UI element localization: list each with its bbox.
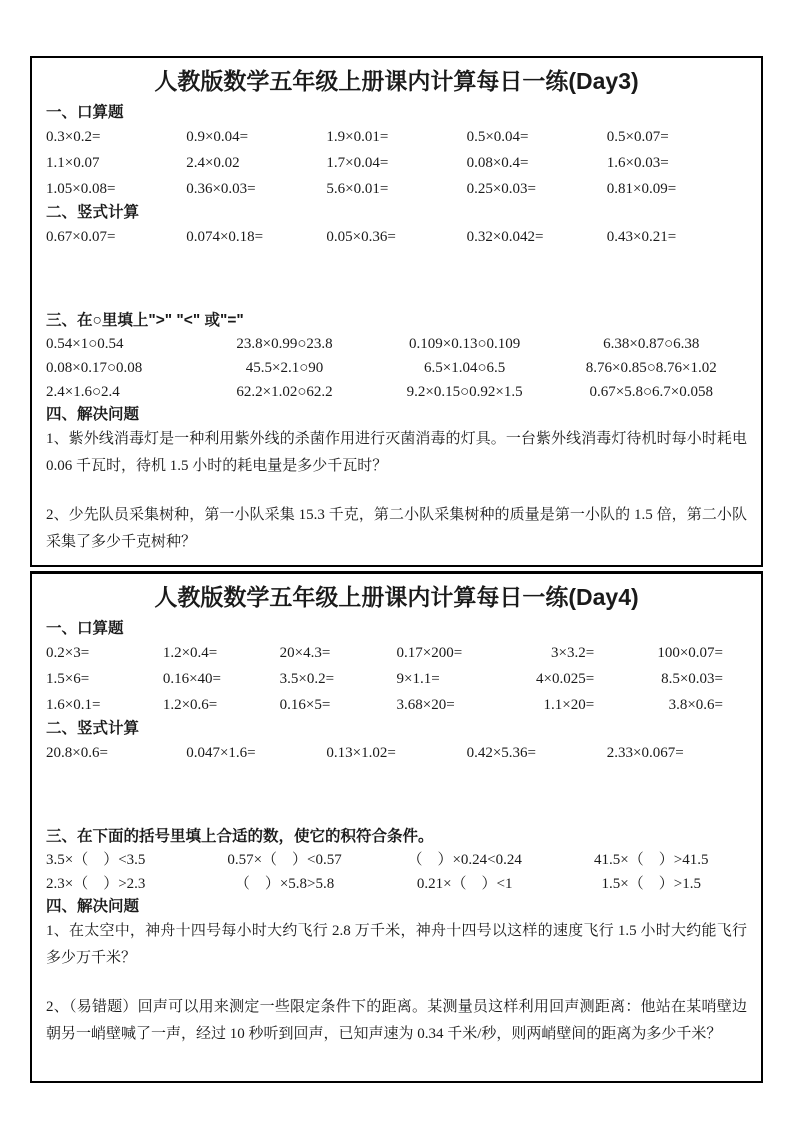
math-problem: 0.43×0.21= [606, 229, 677, 245]
word-problems [46, 918, 747, 1048]
math-problem: 0.57×（ ）<0.57 [227, 852, 342, 868]
math-problem: 0.2×3= [46, 645, 90, 661]
math-problem: 1.2×0.4= [162, 645, 218, 661]
math-problem: 0.08×0.17○0.08 [46, 360, 143, 376]
math-problem: 0.67×0.07= [46, 229, 116, 245]
math-problem: 1.9×0.01= [326, 129, 389, 145]
math-problem: 0.109×0.13○0.109 [409, 336, 521, 352]
math-problem: 45.5×2.1○90 [245, 360, 324, 376]
math-problem: 9.2×0.15○0.92×1.5 [406, 384, 523, 400]
math-problem: 3.5×（ ）<3.5 [46, 852, 146, 868]
worksheet-title-day4: 人教版数学五年级上册课内计算每日一练(Day4) [154, 584, 639, 610]
math-problem: 0.16×40= [162, 671, 221, 687]
math-problem: 1.5×（ ）>1.5 [601, 876, 701, 892]
section-heading-compare: 三、在○里填上">" "<" 或"=" [46, 312, 244, 329]
compare-problems-grid [46, 848, 747, 896]
section-heading-oral: 一、口算题 [46, 104, 124, 121]
math-problem: 0.42×5.36= [466, 745, 537, 761]
math-problem: 0.81×0.09= [606, 181, 677, 197]
math-problem: 100×0.07= [657, 645, 723, 661]
math-problem: （ ）×0.24<0.24 [407, 852, 522, 868]
math-problem: 2.33×0.067= [606, 745, 684, 761]
math-problem: 0.3×0.2= [46, 129, 101, 145]
math-problem: 1.1×0.07 [46, 155, 100, 171]
math-problem: 6.38×0.87○6.38 [603, 336, 700, 352]
math-problem: 8.5×0.03= [661, 671, 723, 687]
section-heading-word: 四、解决问题 [46, 406, 140, 423]
worksheet-day4 [30, 571, 763, 1083]
math-problem: 3.5×0.2= [279, 671, 335, 687]
vertical-workspace [46, 250, 747, 310]
vertical-problems-grid [46, 740, 747, 766]
worksheet-title-day3: 人教版数学五年级上册课内计算每日一练(Day3) [154, 68, 639, 94]
math-problem: 9×1.1= [396, 671, 440, 687]
math-problem: 0.21×（ ）<1 [416, 876, 513, 892]
math-problem: 0.32×0.042= [466, 229, 544, 245]
math-problem: 0.074×0.18= [186, 229, 264, 245]
math-problem: 20.8×0.6= [46, 745, 108, 761]
math-problem: 2.4×0.02 [186, 155, 240, 171]
math-problem: 0.36×0.03= [186, 181, 256, 197]
math-problem: 5.6×0.01= [326, 181, 389, 197]
math-problem: 0.13×1.02= [326, 745, 396, 761]
math-problem: 1.5×6= [46, 671, 90, 687]
math-problem: 41.5×（ ）>41.5 [594, 852, 709, 868]
math-problem: 0.17×200= [396, 645, 463, 661]
math-problem: 0.5×0.07= [606, 129, 669, 145]
math-problem: 1.6×0.03= [606, 155, 669, 171]
word-problems [46, 426, 747, 556]
math-problem: 0.05×0.36= [326, 229, 396, 245]
section-heading-vertical: 二、竖式计算 [46, 720, 140, 737]
section-heading-compare: 三、在下面的括号里填上合适的数，使它的积符合条件。 [46, 828, 434, 845]
compare-problems-grid [46, 332, 747, 404]
word-problem: 1、在太空中，神舟十四号每小时大约飞行 2.8 万千米，神舟十四号以这样的速度飞行 1.5 小时大约能飞行多少万千米？ [46, 923, 747, 966]
math-problem: 3.68×20= [396, 697, 455, 713]
oral-problems-grid [46, 124, 747, 202]
math-problem: 2.3×（ ）>2.3 [46, 876, 146, 892]
math-problem: 8.76×0.85○8.76×1.02 [585, 360, 717, 376]
math-problem: 20×4.3= [279, 645, 331, 661]
math-problem: 6.5×1.04○6.5 [424, 360, 506, 376]
math-problem: 0.25×0.03= [466, 181, 537, 197]
math-problem: 0.67×5.8○6.7×0.058 [589, 384, 713, 400]
math-problem: 1.6×0.1= [46, 697, 101, 713]
word-problem: 2、少先队员采集树种，第一小队采集 15.3 千克，第二小队采集树种的质量是第一小队的 1.5 倍，第二小队采集了多少千克树种？ [46, 507, 747, 550]
word-problem: 2、（易错题）回声可以用来测定一些限定条件下的距离。某测量员这样利用回声测距离：他站在某哨壁边朝另一峭壁喊了一声，经过 10 秒听到回声，已知声速为 0.34 千米/秒，则两峭壁间的距离为多少千米？ [46, 999, 747, 1042]
section-heading-vertical: 二、竖式计算 [46, 204, 140, 221]
math-problem: 23.8×0.99○23.8 [236, 336, 333, 352]
math-problem: 0.16×5= [279, 697, 331, 713]
math-problem: 0.5×0.04= [466, 129, 529, 145]
worksheet-day3 [30, 56, 763, 567]
section-heading-oral: 一、口算题 [46, 620, 124, 637]
vertical-workspace [46, 766, 747, 826]
math-problem: 3×3.2= [550, 645, 595, 661]
math-problem: 3.8×0.6= [668, 697, 723, 713]
math-problem: 1.2×0.6= [162, 697, 218, 713]
math-problem: 0.047×1.6= [186, 745, 256, 761]
math-problem: 62.2×1.02○62.2 [236, 384, 333, 400]
vertical-problems-grid [46, 224, 747, 250]
math-problem: 0.9×0.04= [186, 129, 249, 145]
math-problem: 0.54×1○0.54 [46, 336, 124, 352]
math-problem: 2.4×1.6○2.4 [46, 384, 120, 400]
section-heading-word: 四、解决问题 [46, 898, 140, 915]
math-problem: 1.1×20= [543, 697, 595, 713]
word-problem: 1、紫外线消毒灯是一种利用紫外线的杀菌作用进行灭菌消毒的灯具。一台紫外线消毒灯待机时每小时耗电 0.06 千瓦时，待机 1.5 小时的耗电量是多少千瓦时？ [46, 431, 747, 474]
math-problem: 0.08×0.4= [466, 155, 529, 171]
math-problem: 1.05×0.08= [46, 181, 116, 197]
math-problem: （ ）×5.8>5.8 [234, 876, 335, 892]
math-problem: 1.7×0.04= [326, 155, 389, 171]
oral-problems-grid [46, 640, 747, 718]
math-problem: 4×0.025= [535, 671, 595, 687]
